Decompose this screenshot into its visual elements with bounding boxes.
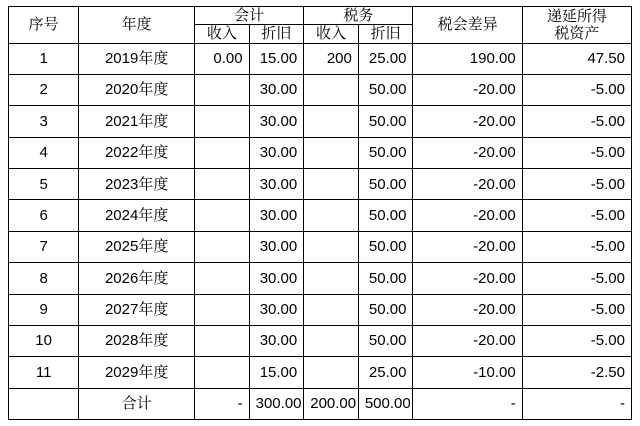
cell-total-difference: - (413, 388, 522, 419)
cell-seq: 10 (9, 325, 79, 356)
table-row (9, 43, 632, 74)
cell-accounting-depreciation: 30.00 (249, 169, 304, 200)
cell-total-tax-income: 200.00 (304, 388, 359, 419)
cell-tax-income (304, 263, 359, 294)
header-tax-depreciation: 折旧 (358, 25, 413, 43)
cell-tax-income (304, 106, 359, 137)
cell-difference: -20.00 (413, 263, 522, 294)
cell-seq: 9 (9, 294, 79, 325)
cell-accounting-depreciation: 30.00 (249, 137, 304, 168)
header-tax: 税务 (304, 7, 413, 25)
deferred-tax-table (8, 6, 632, 420)
header-year: 年度 (79, 7, 195, 44)
table-body (9, 43, 632, 420)
header-accounting-income: 收入 (195, 25, 250, 43)
cell-accounting-income (195, 294, 250, 325)
cell-year: 2021年度 (79, 106, 195, 137)
table-header-row-1 (9, 7, 632, 25)
cell-year: 2023年度 (79, 169, 195, 200)
cell-tax-depreciation: 50.00 (358, 106, 413, 137)
cell-accounting-depreciation: 30.00 (249, 231, 304, 262)
cell-tax-income (304, 357, 359, 388)
table-row (9, 231, 632, 262)
cell-seq: 5 (9, 169, 79, 200)
cell-accounting-income (195, 263, 250, 294)
cell-seq: 2 (9, 74, 79, 105)
cell-accounting-income (195, 231, 250, 262)
cell-year: 2020年度 (79, 74, 195, 105)
cell-year: 2028年度 (79, 325, 195, 356)
cell-seq: 8 (9, 263, 79, 294)
cell-seq: 6 (9, 200, 79, 231)
cell-deferred-tax-asset: 47.50 (522, 43, 631, 74)
cell-tax-depreciation: 50.00 (358, 263, 413, 294)
cell-deferred-tax-asset: -5.00 (522, 294, 631, 325)
cell-accounting-depreciation: 30.00 (249, 325, 304, 356)
header-deferred-tax-asset (522, 7, 631, 44)
table-head (9, 7, 632, 44)
header-accounting: 会计 (195, 7, 304, 25)
cell-tax-depreciation: 25.00 (358, 43, 413, 74)
cell-tax-depreciation: 25.00 (358, 357, 413, 388)
cell-accounting-income (195, 169, 250, 200)
cell-tax-income (304, 294, 359, 325)
table-row (9, 200, 632, 231)
cell-tax-income (304, 200, 359, 231)
cell-accounting-income (195, 74, 250, 105)
cell-difference: -20.00 (413, 325, 522, 356)
cell-deferred-tax-asset: -5.00 (522, 169, 631, 200)
cell-year: 2027年度 (79, 294, 195, 325)
cell-tax-income (304, 231, 359, 262)
cell-accounting-income (195, 200, 250, 231)
cell-tax-income (304, 169, 359, 200)
cell-accounting-depreciation: 15.00 (249, 43, 304, 74)
cell-tax-income (304, 74, 359, 105)
cell-seq: 11 (9, 357, 79, 388)
cell-seq: 1 (9, 43, 79, 74)
cell-total-tax-depreciation: 500.00 (358, 388, 413, 419)
cell-difference: -20.00 (413, 294, 522, 325)
cell-accounting-depreciation: 15.00 (249, 357, 304, 388)
header-difference: 税会差异 (413, 7, 522, 44)
cell-accounting-depreciation: 30.00 (249, 106, 304, 137)
cell-deferred-tax-asset: -5.00 (522, 137, 631, 168)
cell-accounting-income (195, 106, 250, 137)
cell-tax-depreciation: 50.00 (358, 200, 413, 231)
table-row (9, 263, 632, 294)
cell-deferred-tax-asset: -5.00 (522, 74, 631, 105)
cell-difference: -20.00 (413, 231, 522, 262)
table-row (9, 137, 632, 168)
cell-accounting-depreciation: 30.00 (249, 74, 304, 105)
cell-deferred-tax-asset: -5.00 (522, 200, 631, 231)
cell-tax-income: 200 (304, 43, 359, 74)
cell-tax-depreciation: 50.00 (358, 169, 413, 200)
cell-year: 2019年度 (79, 43, 195, 74)
cell-deferred-tax-asset: -5.00 (522, 106, 631, 137)
cell-accounting-income (195, 325, 250, 356)
table-total-row (9, 388, 632, 419)
table-row (9, 325, 632, 356)
cell-difference: -20.00 (413, 106, 522, 137)
cell-deferred-tax-asset: -2.50 (522, 357, 631, 388)
cell-total-seq (9, 388, 79, 419)
cell-tax-depreciation: 50.00 (358, 294, 413, 325)
header-dta-line2: 税资产 (554, 24, 600, 42)
cell-year: 2029年度 (79, 357, 195, 388)
cell-tax-depreciation: 50.00 (358, 231, 413, 262)
cell-tax-income (304, 137, 359, 168)
header-accounting-depreciation: 折旧 (249, 25, 304, 43)
cell-seq: 3 (9, 106, 79, 137)
cell-accounting-depreciation: 30.00 (249, 263, 304, 294)
table-row (9, 169, 632, 200)
cell-total-deferred-tax-asset: - (522, 388, 631, 419)
cell-year: 2022年度 (79, 137, 195, 168)
cell-total-label: 合计 (79, 388, 195, 419)
cell-seq: 7 (9, 231, 79, 262)
cell-tax-depreciation: 50.00 (358, 74, 413, 105)
cell-seq: 4 (9, 137, 79, 168)
cell-difference: -20.00 (413, 137, 522, 168)
cell-tax-depreciation: 50.00 (358, 137, 413, 168)
table-row (9, 357, 632, 388)
table-row (9, 74, 632, 105)
cell-year: 2026年度 (79, 263, 195, 294)
cell-accounting-income (195, 137, 250, 168)
cell-accounting-depreciation: 30.00 (249, 200, 304, 231)
cell-difference: -20.00 (413, 200, 522, 231)
cell-tax-income (304, 325, 359, 356)
cell-accounting-income: 0.00 (195, 43, 250, 74)
table-row (9, 294, 632, 325)
cell-difference: 190.00 (413, 43, 522, 74)
cell-difference: -20.00 (413, 74, 522, 105)
header-seq: 序号 (9, 7, 79, 44)
cell-difference: -10.00 (413, 357, 522, 388)
cell-year: 2024年度 (79, 200, 195, 231)
cell-total-accounting-income: - (195, 388, 250, 419)
cell-total-accounting-depreciation: 300.00 (249, 388, 304, 419)
cell-deferred-tax-asset: -5.00 (522, 263, 631, 294)
cell-difference: -20.00 (413, 169, 522, 200)
cell-accounting-depreciation: 30.00 (249, 294, 304, 325)
cell-deferred-tax-asset: -5.00 (522, 325, 631, 356)
header-tax-income: 收入 (304, 25, 359, 43)
cell-tax-depreciation: 50.00 (358, 325, 413, 356)
cell-year: 2025年度 (79, 231, 195, 262)
table-row (9, 106, 632, 137)
cell-deferred-tax-asset: -5.00 (522, 231, 631, 262)
cell-accounting-income (195, 357, 250, 388)
header-dta-line1: 递延所得 (546, 7, 607, 25)
